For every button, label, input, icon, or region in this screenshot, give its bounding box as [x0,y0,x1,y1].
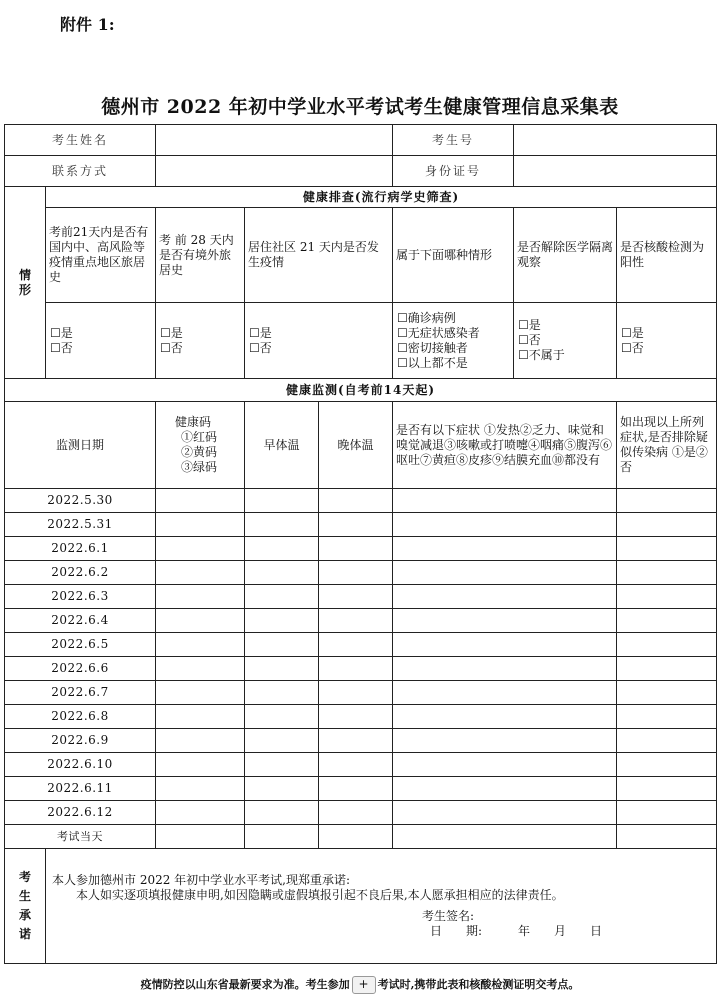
evening-temp-cell[interactable] [319,705,393,729]
monitor-date: 2022.6.7 [5,681,156,705]
health-code-header: 健康码 ①红码 ②黄码 ③绿码 [156,402,245,489]
table-row [5,585,717,609]
health-code-cell[interactable] [156,657,245,681]
evening-temp-header: 晚体温 [319,402,393,489]
symptoms-cell[interactable] [393,729,617,753]
symptoms-cell[interactable] [393,705,617,729]
evening-temp-cell[interactable] [319,825,393,849]
options-quarantine-released [514,303,617,379]
date-line[interactable]: 日 期: 年 月 日 [430,924,603,938]
exclusion-cell[interactable] [617,777,717,801]
monitor-date: 2022.6.11 [5,777,156,801]
morning-temp-cell[interactable] [245,561,319,585]
evening-temp-cell[interactable] [319,513,393,537]
monitor-date: 2022.6.9 [5,729,156,753]
health-code-cell[interactable] [156,801,245,825]
options-nucleic-positive [617,303,717,379]
exclusion-cell[interactable] [617,561,717,585]
symptoms-cell[interactable] [393,633,617,657]
table-row [5,825,717,849]
health-code-cell[interactable] [156,561,245,585]
evening-temp-cell[interactable] [319,609,393,633]
options-overseas-travel [156,303,245,379]
monitoring-section-title: 健康监测(自考前14天起) [5,379,717,402]
commitment-side-label: 考 生 承 诺 [5,849,46,964]
name-label: 考生姓名 [5,125,156,156]
table-row [5,777,717,801]
morning-temp-cell[interactable] [245,657,319,681]
exclusion-cell[interactable] [617,585,717,609]
monitor-date-exam-day: 考试当天 [5,825,156,849]
morning-temp-cell[interactable] [245,801,319,825]
question-domestic-risk: 考前21天内是否有国内中、高风险等疫情重点地区旅居史 [46,208,156,303]
commitment-line-1: 本人参加德州市 2022 年初中学业水平考试,现郑重承诺: [52,873,351,887]
footer-text-left: 疫情防控以山东省最新要求为准。考生参加 [140,978,350,991]
morning-temp-cell[interactable] [245,513,319,537]
health-code-cell[interactable] [156,825,245,849]
table-row [5,681,717,705]
health-code-cell[interactable] [156,729,245,753]
checkbox-yes[interactable]: ☐是 [518,318,541,332]
morning-temp-cell[interactable] [245,777,319,801]
table-row [5,729,717,753]
exclusion-cell[interactable] [617,657,717,681]
table-row [5,705,717,729]
checkbox-confirmed-case[interactable]: ☐确诊病例 [397,310,456,325]
commitment-text [46,849,717,964]
checkbox-yes[interactable]: ☐是 [50,325,73,340]
exam-no-field[interactable] [514,125,717,156]
situation-side-label: 情 形 [5,187,46,379]
monitor-date: 2022.6.8 [5,705,156,729]
symptoms-cell[interactable] [393,777,617,801]
signature-label[interactable]: 考生签名: [422,909,475,923]
name-field[interactable] [156,125,393,156]
health-code-cell[interactable] [156,585,245,609]
morning-temp-cell[interactable] [245,585,319,609]
health-code-cell[interactable] [156,513,245,537]
form-title: 德州市 2022 年初中学业水平考试考生健康管理信息采集表 [101,96,619,118]
checkbox-no[interactable]: ☐否 [50,340,73,355]
table-row [5,657,717,681]
exclusion-cell[interactable] [617,513,717,537]
exclusion-cell[interactable] [617,825,717,849]
evening-temp-cell[interactable] [319,561,393,585]
question-quarantine-released: 是否解除医学隔离观察 [514,208,617,303]
evening-temp-cell[interactable] [319,729,393,753]
exclusion-cell[interactable] [617,489,717,513]
symptoms-header: 是否有以下症状 ①发热②乏力、味觉和嗅觉减退③咳嗽或打喷嚏④咽痛⑤腹泻⑥呕吐⑦黄疸⑧皮疹⑨结膜充血⑩都没有 [393,402,617,489]
morning-temp-cell[interactable] [245,705,319,729]
table-row [5,489,717,513]
id-label: 身份证号 [393,156,514,187]
table-row [5,537,717,561]
evening-temp-cell[interactable] [319,537,393,561]
question-nucleic-positive: 是否核酸检测为阳性 [617,208,717,303]
health-info-form [4,124,717,964]
table-row [5,513,717,537]
checkbox-not-applicable[interactable]: ☐不属于 [518,348,565,362]
health-code-cell[interactable] [156,705,245,729]
morning-temp-cell[interactable] [245,753,319,777]
question-case-type: 属于下面哪种情形 [393,208,514,303]
options-case-type [393,303,514,379]
contact-field[interactable] [156,156,393,187]
monitor-date: 2022.5.30 [5,489,156,513]
exclusion-cell[interactable] [617,753,717,777]
exclusion-cell[interactable] [617,681,717,705]
health-code-cell[interactable] [156,537,245,561]
monitor-date: 2022.6.4 [5,609,156,633]
exclusion-cell[interactable] [617,609,717,633]
checkbox-asymptomatic[interactable]: ☐无症状感染者 [397,325,480,340]
evening-temp-cell[interactable] [319,801,393,825]
monitor-date: 2022.6.6 [5,657,156,681]
monitor-date: 2022.6.1 [5,537,156,561]
symptoms-cell[interactable] [393,825,617,849]
morning-temp-cell[interactable] [245,537,319,561]
zoom-plus-button[interactable]: + [352,976,376,994]
symptoms-cell[interactable] [393,513,617,537]
health-code-cell[interactable] [156,489,245,513]
exclusion-cell[interactable] [617,801,717,825]
table-row [5,753,717,777]
symptoms-cell[interactable] [393,489,617,513]
symptoms-cell[interactable] [393,561,617,585]
morning-temp-cell[interactable] [245,681,319,705]
symptoms-cell[interactable] [393,609,617,633]
footer-note [0,976,720,994]
health-code-cell[interactable] [156,777,245,801]
symptoms-cell[interactable] [393,681,617,705]
id-field[interactable] [514,156,717,187]
checkbox-yes[interactable]: ☐是 [160,325,183,340]
health-code-cell[interactable] [156,753,245,777]
checkbox-none-of-above[interactable]: ☐以上都不是 [397,355,468,370]
health-code-cell[interactable] [156,609,245,633]
exclusion-header: 如出现以上所列症状,是否排除疑似传染病 ①是②否 [617,402,717,489]
evening-temp-cell[interactable] [319,753,393,777]
morning-temp-cell[interactable] [245,633,319,657]
health-code-cell[interactable] [156,633,245,657]
morning-temp-header: 早体温 [245,402,319,489]
exclusion-cell[interactable] [617,633,717,657]
checkbox-yes[interactable]: ☐是 [249,325,272,340]
checkbox-yes[interactable]: ☐是 [621,325,644,340]
morning-temp-cell[interactable] [245,489,319,513]
options-community-outbreak [245,303,393,379]
morning-temp-cell[interactable] [245,729,319,753]
exclusion-cell[interactable] [617,705,717,729]
checkbox-no[interactable]: ☐否 [249,340,272,355]
table-row [5,609,717,633]
monitor-date: 2022.6.5 [5,633,156,657]
evening-temp-cell[interactable] [319,489,393,513]
symptoms-cell[interactable] [393,657,617,681]
contact-label: 联系方式 [5,156,156,187]
morning-temp-cell[interactable] [245,609,319,633]
options-domestic-risk [46,303,156,379]
date-column-header: 监测日期 [5,402,156,489]
symptoms-cell[interactable] [393,537,617,561]
checkbox-no[interactable]: ☐否 [518,333,541,347]
monitor-date: 2022.5.31 [5,513,156,537]
evening-temp-cell[interactable] [319,681,393,705]
checkbox-no[interactable]: ☐否 [160,340,183,355]
monitor-date: 2022.6.2 [5,561,156,585]
monitor-date: 2022.6.12 [5,801,156,825]
table-row [5,633,717,657]
table-row [5,561,717,585]
health-code-cell[interactable] [156,681,245,705]
evening-temp-cell[interactable] [319,657,393,681]
question-community-outbreak: 居住社区 21 天内是否发生疫情 [245,208,393,303]
monitor-date: 2022.6.10 [5,753,156,777]
monitor-date: 2022.6.3 [5,585,156,609]
screening-section-title: 健康排查(流行病学史筛查) [46,187,717,208]
symptoms-cell[interactable] [393,801,617,825]
footer-text-right: 考试时,携带此表和核酸检测证明交考点。 [377,978,580,991]
checkbox-close-contact[interactable]: ☐密切接触者 [397,340,468,355]
morning-temp-cell[interactable] [245,825,319,849]
table-row [5,801,717,825]
symptoms-cell[interactable] [393,585,617,609]
question-overseas-travel: 考 前 28 天内是否有境外旅居史 [156,208,245,303]
exclusion-cell[interactable] [617,537,717,561]
attachment-label: 附件 1: [60,15,115,34]
evening-temp-cell[interactable] [319,777,393,801]
exam-no-label: 考生号 [393,125,514,156]
symptoms-cell[interactable] [393,753,617,777]
commitment-line-2: 本人如实逐项填报健康申明,如因隐瞒或虚假填报引起不良后果,本人愿承担相应的法律责任。 [76,888,564,902]
evening-temp-cell[interactable] [319,585,393,609]
exclusion-cell[interactable] [617,729,717,753]
evening-temp-cell[interactable] [319,633,393,657]
checkbox-no[interactable]: ☐否 [621,340,644,355]
